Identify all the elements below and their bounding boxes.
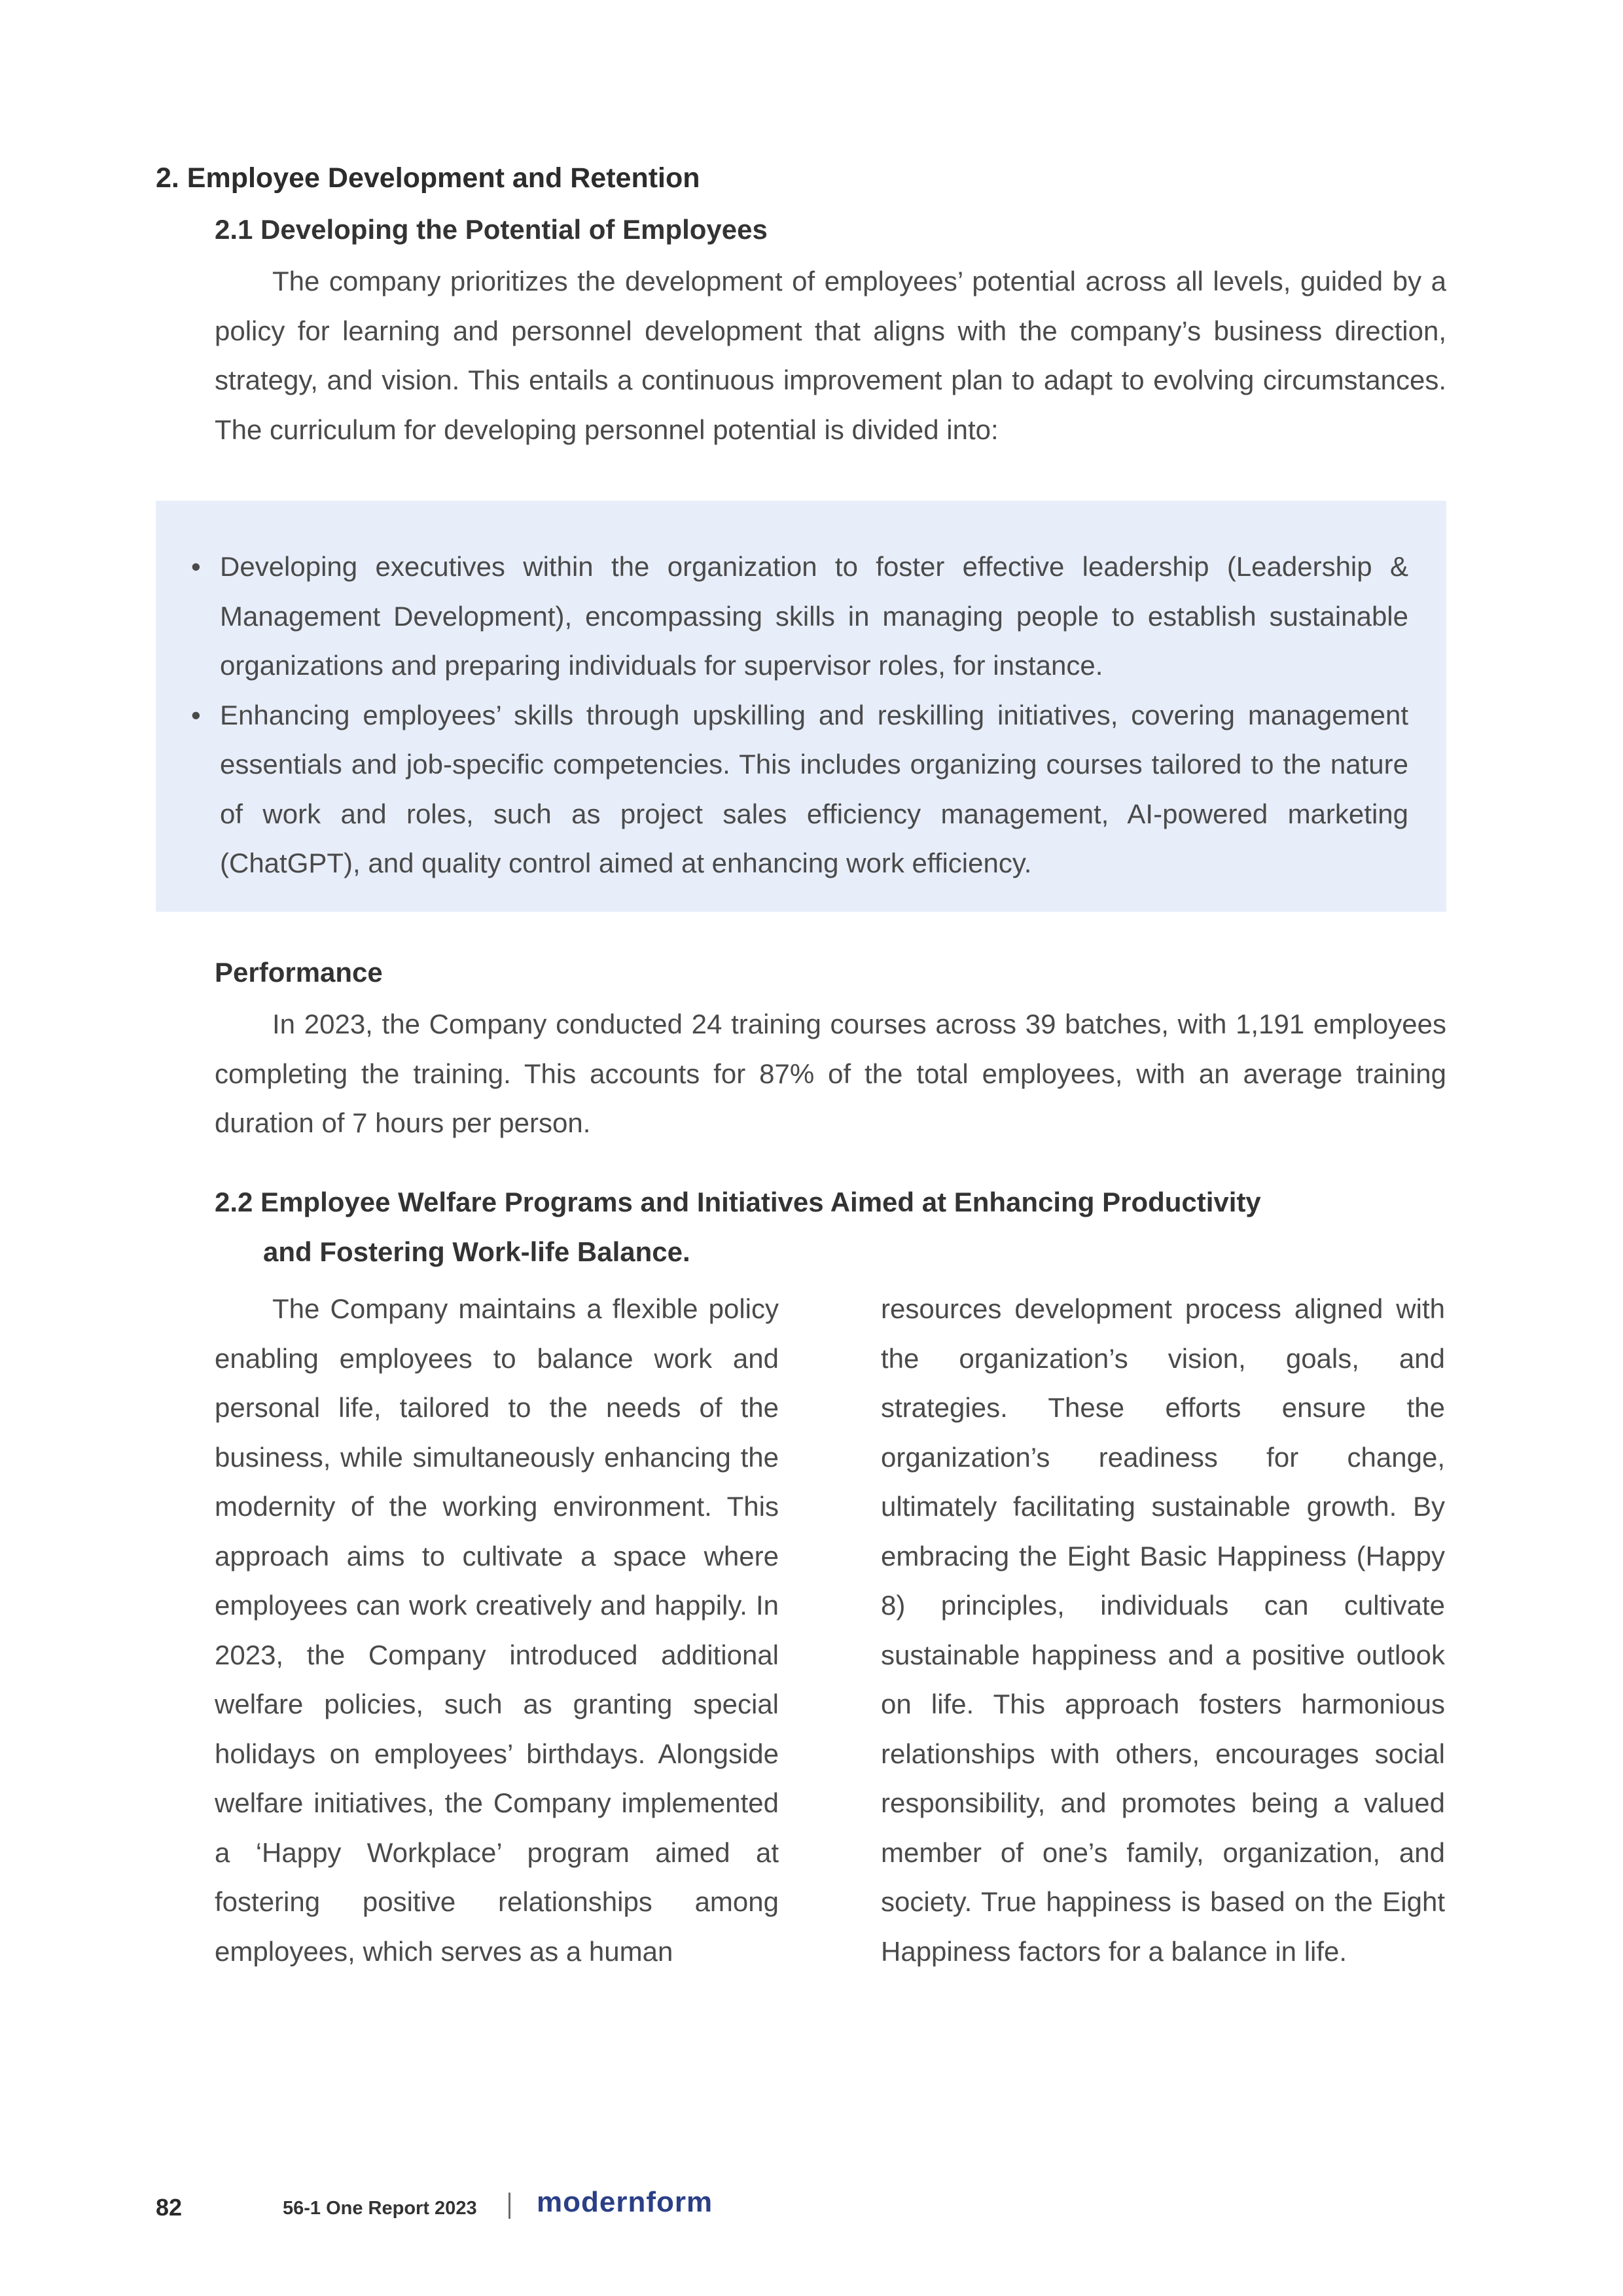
bullet-symbol: • xyxy=(191,699,201,730)
list-item xyxy=(191,542,1408,691)
section-title: 2. Employee Development and Retention xyxy=(156,162,700,194)
bullet-symbol: • xyxy=(191,551,201,582)
welfare-column-right: resources development process aligned with the organization’s vision, goals, and strategies. These efforts ensure the organization’s readiness for change, ultimately facilitating sustainable growth. By embracing the Eight Basic Happiness (Happy 8) principles, individuals can cultivate sustainable happiness and a positive outlook on life. This approach fosters harmonious relationships with others, encourages social responsibility, and promotes being a valued member of one’s family, organization, and society. True happiness is based on the Eight Happiness factors for a balance in life. xyxy=(881,1293,1445,1967)
page-number: 82 xyxy=(156,2194,183,2221)
welfare-column-left: The Company maintains a flexible policy enabling employees to balance work and personal life, tailored to the needs of the business, while simultaneously enhancing the modernity of the working environment. This approach aims to cultivate a space where employees can work creatively and happily. In 2023, the Company introduced additional welfare policies, such as granting special holidays on employees’ birthdays. Alongside welfare initiatives, the Company implemented a ‘Happy Workplace’ program aimed at fostering positive relationships among employees, which serves as a human xyxy=(215,1293,779,1967)
performance-paragraph: In 2023, the Company conducted 24 training courses across 39 batches, with 1,191 employees completing the training. This accounts for 87% of the total employees, with an average training duration of 7 hours per person. xyxy=(215,1009,1446,1138)
subsection-title-2-2-line2: and Fostering Work-life Balance. xyxy=(263,1236,690,1267)
bullet-text-leadership: Developing executives within the organization to foster effective leadership (Leadership & Management Development), encompassing skills in managing people to establish sustainable organizations and preparing individuals for supervisor roles, for instance. xyxy=(220,551,1408,681)
list-item xyxy=(191,691,1408,888)
performance-title: Performance xyxy=(215,957,383,988)
footer-divider xyxy=(508,2193,510,2219)
report-name: 56-1 One Report 2023 xyxy=(283,2198,477,2219)
subsection-title-2-2-line1: 2.2 Employee Welfare Programs and Initiatives Aimed at Enhancing Productivity xyxy=(215,1187,1261,1217)
modernform-logo: modernform xyxy=(537,2186,713,2218)
subsection-title-2-1: 2.1 Developing the Potential of Employees xyxy=(215,214,768,245)
intro-paragraph: The company prioritizes the development of employees’ potential across all levels, guided by a policy for learning and personnel development that aligns with the company’s business direction, strategy, and vision. This entails a continuous improvement plan to adapt to evolving circumstances. The curriculum for developing personnel potential is divided into: xyxy=(215,266,1446,445)
bullet-text-upskilling: Enhancing employees’ skills through upskilling and reskilling initiatives, covering management essentials and job-specific competencies. This includes organizing courses tailored to the nature of work and roles, such as project sales efficiency management, AI-powered marketing (ChatGPT), and quality control aimed at enhancing work efficiency. xyxy=(220,699,1408,878)
curriculum-list xyxy=(191,542,1408,888)
